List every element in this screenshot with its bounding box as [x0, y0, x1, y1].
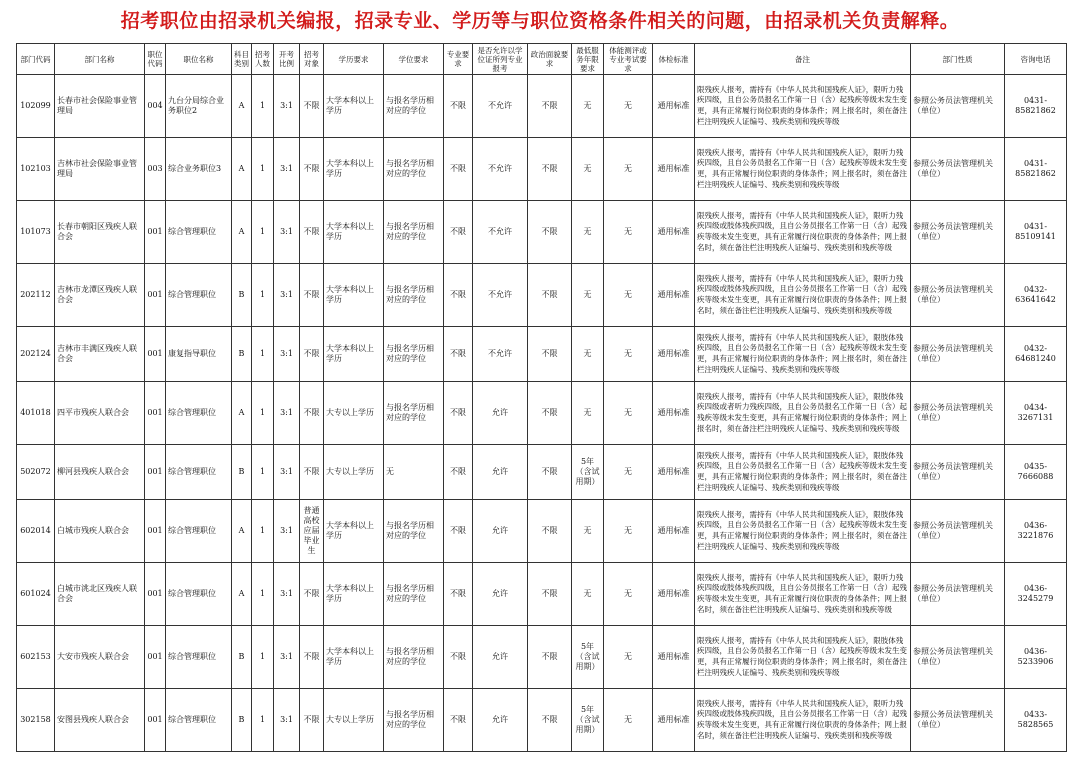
- table-row: [17, 327, 1067, 382]
- cell-education: 大专以上学历: [324, 445, 384, 500]
- cell-politics: 不限: [528, 75, 572, 138]
- cell-pos-name: 综合管理职位: [166, 626, 232, 689]
- cell-major: 不限: [444, 689, 473, 752]
- header-phone: 咨询电话: [1005, 44, 1067, 75]
- cell-remark: 限残疾人报考，需持有《中华人民共和国残疾人证》，限肢体残疾四级或者听力残疾四级，且自公务员报名工作第一日（含）起残疾等级未发生变更，具有正常履行岗位职责的身体条件；网上报名时，须在备注栏注明残疾人证编号、残疾类别和残疾等级: [695, 382, 911, 445]
- cell-target: 不限: [300, 382, 324, 445]
- cell-remark: 限残疾人报考，需持有《中华人民共和国残疾人证》，限听力残疾四级或肢体残疾四级，且自公务员报名工作第一日（含）起残疾等级未发生变更，具有正常履行岗位职责的身体条件；网上报名时，须在备注栏注明残疾人证编号、残疾类别和残疾等级: [695, 264, 911, 327]
- cell-allow-major: 允许: [473, 689, 528, 752]
- cell-pos-name: 康复指导职位: [166, 327, 232, 382]
- cell-ratio: 3:1: [274, 626, 300, 689]
- cell-dept-name: 吉林市龙潭区残疾人联合会: [55, 264, 145, 327]
- header-major: 专业要求: [444, 44, 473, 75]
- cell-target: 不限: [300, 75, 324, 138]
- cell-major: 不限: [444, 563, 473, 626]
- cell-allow-major: 允许: [473, 626, 528, 689]
- cell-target: 不限: [300, 563, 324, 626]
- table-row: [17, 138, 1067, 201]
- cell-remark: 限残疾人报考，需持有《中华人民共和国残疾人证》，限听力残疾四级或肢体残疾四级，且自公务员报名工作第一日（含）起残疾等级未发生变更，具有正常履行岗位职责的身体条件；网上报名时，须在备注栏注明残疾人证编号、残疾类别和残疾等级: [695, 689, 911, 752]
- cell-pos-name: 综合管理职位: [166, 445, 232, 500]
- cell-politics: 不限: [528, 563, 572, 626]
- header-service-years: 最低服务年限要求: [572, 44, 604, 75]
- cell-phone: 0436-3221876: [1005, 500, 1067, 563]
- cell-degree: 与报名学历相对应的学位: [384, 689, 444, 752]
- header-count: 招考人数: [252, 44, 274, 75]
- cell-degree: 无: [384, 445, 444, 500]
- cell-dept-type: 参照公务员法管理机关（单位）: [911, 264, 1005, 327]
- cell-dept-code: 502072: [17, 445, 55, 500]
- cell-pos-name: 综合管理职位: [166, 563, 232, 626]
- header-physical: 体能测评或专业考试要求: [604, 44, 653, 75]
- cell-allow-major: 允许: [473, 500, 528, 563]
- cell-count: 1: [252, 201, 274, 264]
- table-row: [17, 563, 1067, 626]
- cell-dept-code: 101073: [17, 201, 55, 264]
- cell-category: B: [232, 626, 252, 689]
- cell-count: 1: [252, 689, 274, 752]
- cell-dept-code: 202112: [17, 264, 55, 327]
- cell-major: 不限: [444, 75, 473, 138]
- cell-pos-name: 综合管理职位: [166, 689, 232, 752]
- cell-ratio: 3:1: [274, 382, 300, 445]
- cell-major: 不限: [444, 500, 473, 563]
- cell-dept-type: 参照公务员法管理机关（单位）: [911, 75, 1005, 138]
- cell-remark: 限残疾人报考，需持有《中华人民共和国残疾人证》，限听力残疾四级，且自公务员报名工作第一日（含）起残疾等级未发生变更，具有正常履行岗位职责的身体条件；网上报名时，须在备注栏注明残疾人证编号、残疾类别和残疾等级: [695, 75, 911, 138]
- cell-major: 不限: [444, 626, 473, 689]
- header-pos-name: 职位名称: [166, 44, 232, 75]
- cell-pos-name: 综合管理职位: [166, 382, 232, 445]
- cell-target: 不限: [300, 138, 324, 201]
- header-row: [17, 44, 1067, 75]
- cell-phone: 0434-3267131: [1005, 382, 1067, 445]
- cell-dept-name: 柳河县残疾人联合会: [55, 445, 145, 500]
- cell-remark: 限残疾人报考，需持有《中华人民共和国残疾人证》，限听力残疾四级或肢体残疾四级，且自公务员报名工作第一日（含）起残疾等级未发生变更，具有正常履行岗位职责的身体条件；网上报名时，须在备注栏注明残疾人证编号、残疾类别和残疾等级: [695, 563, 911, 626]
- cell-degree: 与报名学历相对应的学位: [384, 626, 444, 689]
- cell-remark: 限残疾人报考，需持有《中华人民共和国残疾人证》，限听力残疾四级，且自公务员报名工作第一日（含）起残疾等级未发生变更，具有正常履行岗位职责的身体条件；网上报名时，须在备注栏注明残疾人证编号、残疾类别和残疾等级: [695, 138, 911, 201]
- cell-service-years: 无: [572, 138, 604, 201]
- cell-dept-type: 参照公务员法管理机关（单位）: [911, 327, 1005, 382]
- cell-health: 通用标准: [653, 563, 695, 626]
- cell-dept-name: 长春市朝阳区残疾人联合会: [55, 201, 145, 264]
- cell-ratio: 3:1: [274, 138, 300, 201]
- cell-dept-name: 安图县残疾人联合会: [55, 689, 145, 752]
- header-education: 学历要求: [324, 44, 384, 75]
- cell-allow-major: 允许: [473, 445, 528, 500]
- cell-physical: 无: [604, 563, 653, 626]
- cell-service-years: 无: [572, 264, 604, 327]
- cell-phone: 0435-7666088: [1005, 445, 1067, 500]
- cell-health: 通用标准: [653, 500, 695, 563]
- cell-dept-name: 吉林市社会保险事业管理局: [55, 138, 145, 201]
- cell-phone: 0436-5233906: [1005, 626, 1067, 689]
- cell-pos-code: 001: [145, 626, 166, 689]
- cell-category: A: [232, 382, 252, 445]
- cell-pos-code: 004: [145, 75, 166, 138]
- header-degree: 学位要求: [384, 44, 444, 75]
- cell-politics: 不限: [528, 626, 572, 689]
- cell-physical: 无: [604, 138, 653, 201]
- cell-pos-code: 003: [145, 138, 166, 201]
- cell-degree: 与报名学历相对应的学位: [384, 75, 444, 138]
- cell-health: 通用标准: [653, 75, 695, 138]
- cell-dept-code: 401018: [17, 382, 55, 445]
- cell-dept-code: 602014: [17, 500, 55, 563]
- cell-health: 通用标准: [653, 689, 695, 752]
- cell-pos-code: 001: [145, 563, 166, 626]
- cell-dept-type: 参照公务员法管理机关（单位）: [911, 445, 1005, 500]
- cell-major: 不限: [444, 445, 473, 500]
- cell-dept-type: 参照公务员法管理机关（单位）: [911, 138, 1005, 201]
- cell-physical: 无: [604, 201, 653, 264]
- cell-degree: 与报名学历相对应的学位: [384, 500, 444, 563]
- cell-count: 1: [252, 563, 274, 626]
- cell-dept-type: 参照公务员法管理机关（单位）: [911, 500, 1005, 563]
- cell-degree: 与报名学历相对应的学位: [384, 264, 444, 327]
- cell-health: 通用标准: [653, 626, 695, 689]
- cell-dept-type: 参照公务员法管理机关（单位）: [911, 563, 1005, 626]
- cell-pos-name: 综合业务职位3: [166, 138, 232, 201]
- cell-target: 不限: [300, 689, 324, 752]
- cell-education: 大学本科以上学历: [324, 264, 384, 327]
- cell-count: 1: [252, 75, 274, 138]
- header-target: 招考对象: [300, 44, 324, 75]
- cell-dept-name: 长春市社会保险事业管理局: [55, 75, 145, 138]
- cell-health: 通用标准: [653, 445, 695, 500]
- header-remark: 备注: [695, 44, 911, 75]
- cell-phone: 0431-85821862: [1005, 138, 1067, 201]
- cell-pos-code: 001: [145, 689, 166, 752]
- cell-politics: 不限: [528, 201, 572, 264]
- cell-degree: 与报名学历相对应的学位: [384, 201, 444, 264]
- cell-pos-name: 综合管理职位: [166, 264, 232, 327]
- cell-count: 1: [252, 500, 274, 563]
- cell-dept-code: 302158: [17, 689, 55, 752]
- cell-education: 大专以上学历: [324, 382, 384, 445]
- cell-service-years: 5年（含试用期）: [572, 689, 604, 752]
- cell-politics: 不限: [528, 138, 572, 201]
- cell-ratio: 3:1: [274, 264, 300, 327]
- cell-pos-name: 九台分局综合业务职位2: [166, 75, 232, 138]
- cell-category: B: [232, 445, 252, 500]
- cell-service-years: 无: [572, 382, 604, 445]
- cell-service-years: 5年（含试用期）: [572, 445, 604, 500]
- cell-ratio: 3:1: [274, 75, 300, 138]
- cell-allow-major: 允许: [473, 563, 528, 626]
- header-allow-major: 是否允许以学位证所列专业报考: [473, 44, 528, 75]
- cell-remark: 限残疾人报考，需持有《中华人民共和国残疾人证》，限肢体残疾四级，且自公务员报名工作第一日（含）起残疾等级未发生变更，具有正常履行岗位职责的身体条件；网上报名时，须在备注栏注明残疾人证编号、残疾类别和残疾等级: [695, 327, 911, 382]
- cell-count: 1: [252, 264, 274, 327]
- cell-education: 大学本科以上学历: [324, 327, 384, 382]
- cell-pos-code: 001: [145, 201, 166, 264]
- cell-target: 不限: [300, 201, 324, 264]
- cell-category: B: [232, 327, 252, 382]
- header-ratio: 开考比例: [274, 44, 300, 75]
- cell-major: 不限: [444, 201, 473, 264]
- cell-dept-name: 四平市残疾人联合会: [55, 382, 145, 445]
- cell-dept-name: 白城市残疾人联合会: [55, 500, 145, 563]
- header-pos-code: 职位代码: [145, 44, 166, 75]
- table-row: [17, 382, 1067, 445]
- cell-physical: 无: [604, 264, 653, 327]
- cell-education: 大学本科以上学历: [324, 500, 384, 563]
- cell-dept-name: 大安市残疾人联合会: [55, 626, 145, 689]
- cell-education: 大学本科以上学历: [324, 138, 384, 201]
- header-dept-type: 部门性质: [911, 44, 1005, 75]
- table-row: [17, 500, 1067, 563]
- table-row: [17, 689, 1067, 752]
- cell-major: 不限: [444, 264, 473, 327]
- cell-category: B: [232, 689, 252, 752]
- cell-dept-name: 白城市洮北区残疾人联合会: [55, 563, 145, 626]
- cell-education: 大学本科以上学历: [324, 626, 384, 689]
- cell-degree: 与报名学历相对应的学位: [384, 563, 444, 626]
- cell-pos-code: 001: [145, 327, 166, 382]
- cell-target: 不限: [300, 264, 324, 327]
- cell-pos-code: 001: [145, 500, 166, 563]
- cell-category: A: [232, 500, 252, 563]
- cell-count: 1: [252, 626, 274, 689]
- cell-count: 1: [252, 327, 274, 382]
- header-health: 体检标准: [653, 44, 695, 75]
- cell-remark: 限残疾人报考，需持有《中华人民共和国残疾人证》，限肢体残疾四级，且自公务员报名工作第一日（含）起残疾等级未发生变更，具有正常履行岗位职责的身体条件；网上报名时，须在备注栏注明残疾人证编号、残疾类别和残疾等级: [695, 500, 911, 563]
- cell-politics: 不限: [528, 500, 572, 563]
- cell-ratio: 3:1: [274, 445, 300, 500]
- cell-service-years: 5年（含试用期）: [572, 626, 604, 689]
- header-dept-name: 部门名称: [55, 44, 145, 75]
- cell-phone: 0431-85821862: [1005, 75, 1067, 138]
- cell-physical: 无: [604, 626, 653, 689]
- cell-category: A: [232, 563, 252, 626]
- cell-education: 大学本科以上学历: [324, 563, 384, 626]
- cell-service-years: 无: [572, 327, 604, 382]
- cell-health: 通用标准: [653, 201, 695, 264]
- cell-physical: 无: [604, 327, 653, 382]
- header-category: 科目类别: [232, 44, 252, 75]
- cell-pos-code: 001: [145, 382, 166, 445]
- cell-education: 大专以上学历: [324, 689, 384, 752]
- cell-dept-code: 102103: [17, 138, 55, 201]
- cell-major: 不限: [444, 138, 473, 201]
- cell-phone: 0432-63641642: [1005, 264, 1067, 327]
- positions-table-wrapper: [16, 43, 1066, 752]
- cell-remark: 限残疾人报考，需持有《中华人民共和国残疾人证》，限听力残疾四级或肢体残疾四级，且自公务员报名工作第一日（含）起残疾等级未发生变更，具有正常履行岗位职责的身体条件；网上报名时，须在备注栏注明残疾人证编号、残疾类别和残疾等级: [695, 201, 911, 264]
- cell-category: B: [232, 264, 252, 327]
- cell-count: 1: [252, 445, 274, 500]
- cell-degree: 与报名学历相对应的学位: [384, 382, 444, 445]
- cell-remark: 限残疾人报考，需持有《中华人民共和国残疾人证》，限肢体残疾四级，且自公务员报名工作第一日（含）起残疾等级未发生变更，具有正常履行岗位职责的身体条件；网上报名时，须在备注栏注明残疾人证编号、残疾类别和残疾等级: [695, 445, 911, 500]
- cell-ratio: 3:1: [274, 500, 300, 563]
- cell-phone: 0432-64681240: [1005, 327, 1067, 382]
- cell-count: 1: [252, 382, 274, 445]
- cell-degree: 与报名学历相对应的学位: [384, 138, 444, 201]
- cell-education: 大学本科以上学历: [324, 75, 384, 138]
- cell-count: 1: [252, 138, 274, 201]
- cell-politics: 不限: [528, 327, 572, 382]
- cell-dept-code: 202124: [17, 327, 55, 382]
- cell-politics: 不限: [528, 264, 572, 327]
- cell-allow-major: 不允许: [473, 138, 528, 201]
- cell-allow-major: 不允许: [473, 327, 528, 382]
- cell-dept-type: 参照公务员法管理机关（单位）: [911, 626, 1005, 689]
- cell-service-years: 无: [572, 500, 604, 563]
- cell-category: A: [232, 201, 252, 264]
- cell-category: A: [232, 138, 252, 201]
- cell-major: 不限: [444, 382, 473, 445]
- cell-health: 通用标准: [653, 382, 695, 445]
- cell-allow-major: 不允许: [473, 75, 528, 138]
- cell-target: 不限: [300, 445, 324, 500]
- cell-category: A: [232, 75, 252, 138]
- cell-politics: 不限: [528, 445, 572, 500]
- cell-ratio: 3:1: [274, 327, 300, 382]
- cell-allow-major: 不允许: [473, 264, 528, 327]
- cell-dept-code: 601024: [17, 563, 55, 626]
- cell-health: 通用标准: [653, 138, 695, 201]
- cell-service-years: 无: [572, 75, 604, 138]
- cell-service-years: 无: [572, 563, 604, 626]
- cell-service-years: 无: [572, 201, 604, 264]
- notice-title: 招考职位由招录机关编报，招录专业、学历等与职位资格条件相关的问题，由招录机关负责解释。: [120, 10, 960, 32]
- cell-physical: 无: [604, 382, 653, 445]
- cell-degree: 与报名学历相对应的学位: [384, 327, 444, 382]
- table-row: [17, 264, 1067, 327]
- cell-allow-major: 不允许: [473, 201, 528, 264]
- cell-target: 不限: [300, 626, 324, 689]
- cell-major: 不限: [444, 327, 473, 382]
- cell-dept-type: 参照公务员法管理机关（单位）: [911, 382, 1005, 445]
- cell-allow-major: 允许: [473, 382, 528, 445]
- header-politics: 政治面貌要求: [528, 44, 572, 75]
- table-row: [17, 201, 1067, 264]
- cell-dept-code: 602153: [17, 626, 55, 689]
- cell-pos-name: 综合管理职位: [166, 201, 232, 264]
- cell-politics: 不限: [528, 689, 572, 752]
- table-row: [17, 445, 1067, 500]
- cell-physical: 无: [604, 75, 653, 138]
- cell-health: 通用标准: [653, 264, 695, 327]
- cell-dept-type: 参照公务员法管理机关（单位）: [911, 689, 1005, 752]
- cell-physical: 无: [604, 445, 653, 500]
- cell-phone: 0431-85109141: [1005, 201, 1067, 264]
- cell-pos-code: 001: [145, 445, 166, 500]
- cell-dept-code: 102099: [17, 75, 55, 138]
- cell-phone: 0433-5828565: [1005, 689, 1067, 752]
- cell-target: 普通高校应届毕业生: [300, 500, 324, 563]
- table-row: [17, 75, 1067, 138]
- cell-dept-type: 参照公务员法管理机关（单位）: [911, 201, 1005, 264]
- cell-ratio: 3:1: [274, 689, 300, 752]
- cell-physical: 无: [604, 500, 653, 563]
- cell-politics: 不限: [528, 382, 572, 445]
- cell-ratio: 3:1: [274, 201, 300, 264]
- cell-dept-name: 吉林市丰满区残疾人联合会: [55, 327, 145, 382]
- cell-health: 通用标准: [653, 327, 695, 382]
- cell-ratio: 3:1: [274, 563, 300, 626]
- cell-phone: 0436-3245279: [1005, 563, 1067, 626]
- header-dept-code: 部门代码: [17, 44, 55, 75]
- cell-remark: 限残疾人报考，需持有《中华人民共和国残疾人证》，限肢体残疾四级，且自公务员报名工作第一日（含）起残疾等级未发生变更，具有正常履行岗位职责的身体条件；网上报名时，须在备注栏注明残疾人证编号、残疾类别和残疾等级: [695, 626, 911, 689]
- cell-education: 大学本科以上学历: [324, 201, 384, 264]
- table-row: [17, 626, 1067, 689]
- cell-target: 不限: [300, 327, 324, 382]
- cell-pos-name: 综合管理职位: [166, 500, 232, 563]
- positions-table: [16, 43, 1067, 752]
- cell-physical: 无: [604, 689, 653, 752]
- cell-pos-code: 001: [145, 264, 166, 327]
